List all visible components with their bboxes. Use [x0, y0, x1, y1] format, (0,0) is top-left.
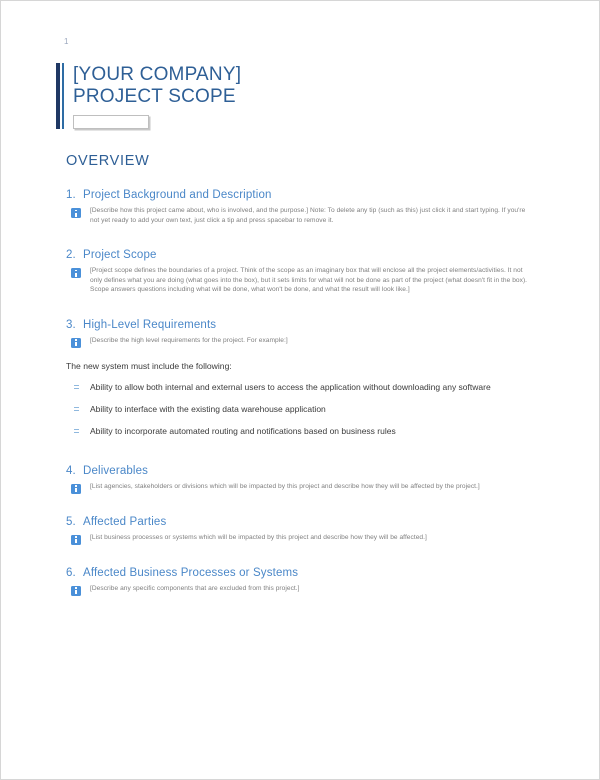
section-number: 1.: [66, 189, 76, 201]
section-spacer: [66, 295, 538, 319]
overview-heading: OVERVIEW: [66, 153, 150, 169]
accent-bar-thin: [62, 63, 64, 129]
tip-text: [Describe any specific components that are excluded from this project.]: [90, 584, 300, 592]
section-heading: [66, 465, 538, 477]
list-item: [74, 425, 538, 437]
page-number: 1: [64, 37, 69, 46]
section-heading: [66, 319, 538, 331]
section-title: Project Scope: [83, 249, 157, 262]
title-text-group: [73, 63, 241, 129]
list-item: [74, 381, 538, 393]
document-title[interactable]: PROJECT SCOPE: [73, 86, 236, 107]
section-spacer: [66, 225, 538, 249]
section-affected-parties: [66, 516, 538, 545]
requirements-intro: The new system must include the following:: [66, 360, 232, 371]
section-project-background: [66, 189, 538, 225]
list-item: [74, 403, 538, 415]
title-accent-bars: [56, 63, 64, 129]
section-spacer: [66, 494, 538, 516]
section-project-scope: [66, 249, 538, 295]
section-title: Deliverables: [83, 464, 149, 477]
document-content: [66, 153, 538, 596]
section-heading: [66, 567, 538, 579]
bullet-icon: [74, 429, 90, 441]
section-heading: [66, 249, 538, 261]
requirements-list: [66, 381, 538, 437]
tip-block[interactable]: [71, 266, 538, 295]
info-icon: [71, 535, 81, 545]
bullet-icon: [74, 407, 90, 419]
subtitle-input-field[interactable]: [73, 115, 149, 129]
section-number: 3.: [66, 318, 76, 331]
section-high-level-requirements: [66, 319, 538, 437]
section-number: 5.: [66, 515, 76, 528]
tip-text: [List business processes or systems which will be impacted by this project and describe how they will be affected.]: [90, 533, 427, 541]
section-heading: [66, 189, 538, 201]
tip-block[interactable]: [71, 336, 538, 348]
info-icon: [71, 208, 81, 218]
section-title: Project Background and Description: [83, 189, 272, 201]
section-spacer: [66, 447, 538, 465]
section-number: 2.: [66, 249, 76, 262]
list-item-label: Ability to allow both internal and external users to access the application without downloading any software: [90, 381, 491, 392]
bullet-icon: [74, 385, 90, 397]
tip-block[interactable]: [71, 206, 538, 225]
section-title: High-Level Requirements: [83, 318, 217, 331]
tip-block[interactable]: [71, 482, 538, 494]
section-title: Affected Parties: [83, 515, 167, 528]
company-name-placeholder[interactable]: [YOUR COMPANY]: [73, 64, 242, 85]
section-spacer: [66, 545, 538, 567]
list-item-label: Ability to interface with the existing data warehouse application: [90, 403, 326, 414]
tip-text: [Describe how this project came about, who is involved, and the purpose.] Note: To delete any tip (such as this) just click it and start typing. If you're not yet ready to add your own text, just click a tip and press spacebar to remove it.: [90, 207, 526, 224]
info-icon: [71, 338, 81, 348]
document-title-block: [56, 63, 241, 129]
section-number: 6.: [66, 566, 76, 579]
section-number: 4.: [66, 464, 76, 477]
section-title: Affected Business Processes or Systems: [83, 566, 299, 579]
info-icon: [71, 268, 81, 278]
info-icon: [71, 484, 81, 494]
section-affected-business-processes: [66, 567, 538, 596]
tip-block[interactable]: [71, 584, 538, 596]
list-item-label: Ability to incorporate automated routing and notifications based on business rules: [90, 425, 396, 436]
tip-text: [Describe the high level requirements for the project. For example:]: [90, 336, 288, 344]
info-icon: [71, 586, 81, 596]
tip-text: [Project scope defines the boundaries of a project. Think of the scope as an imaginary box that will enclose all the project elements/activities. It not only defines what you are doing (what goes into the box), but it sets limits for what will not be done as part of the project (what doesn't fit in the box). Scope answers questions including what will be done, what won't be done, and what the result will look like.]: [90, 267, 528, 294]
tip-block[interactable]: [71, 533, 538, 545]
section-heading: [66, 516, 538, 528]
section-deliverables: [66, 465, 538, 494]
tip-text: [List agencies, stakeholders or divisions which will be impacted by this project and describe how they will be affected by the project.]: [90, 482, 480, 490]
